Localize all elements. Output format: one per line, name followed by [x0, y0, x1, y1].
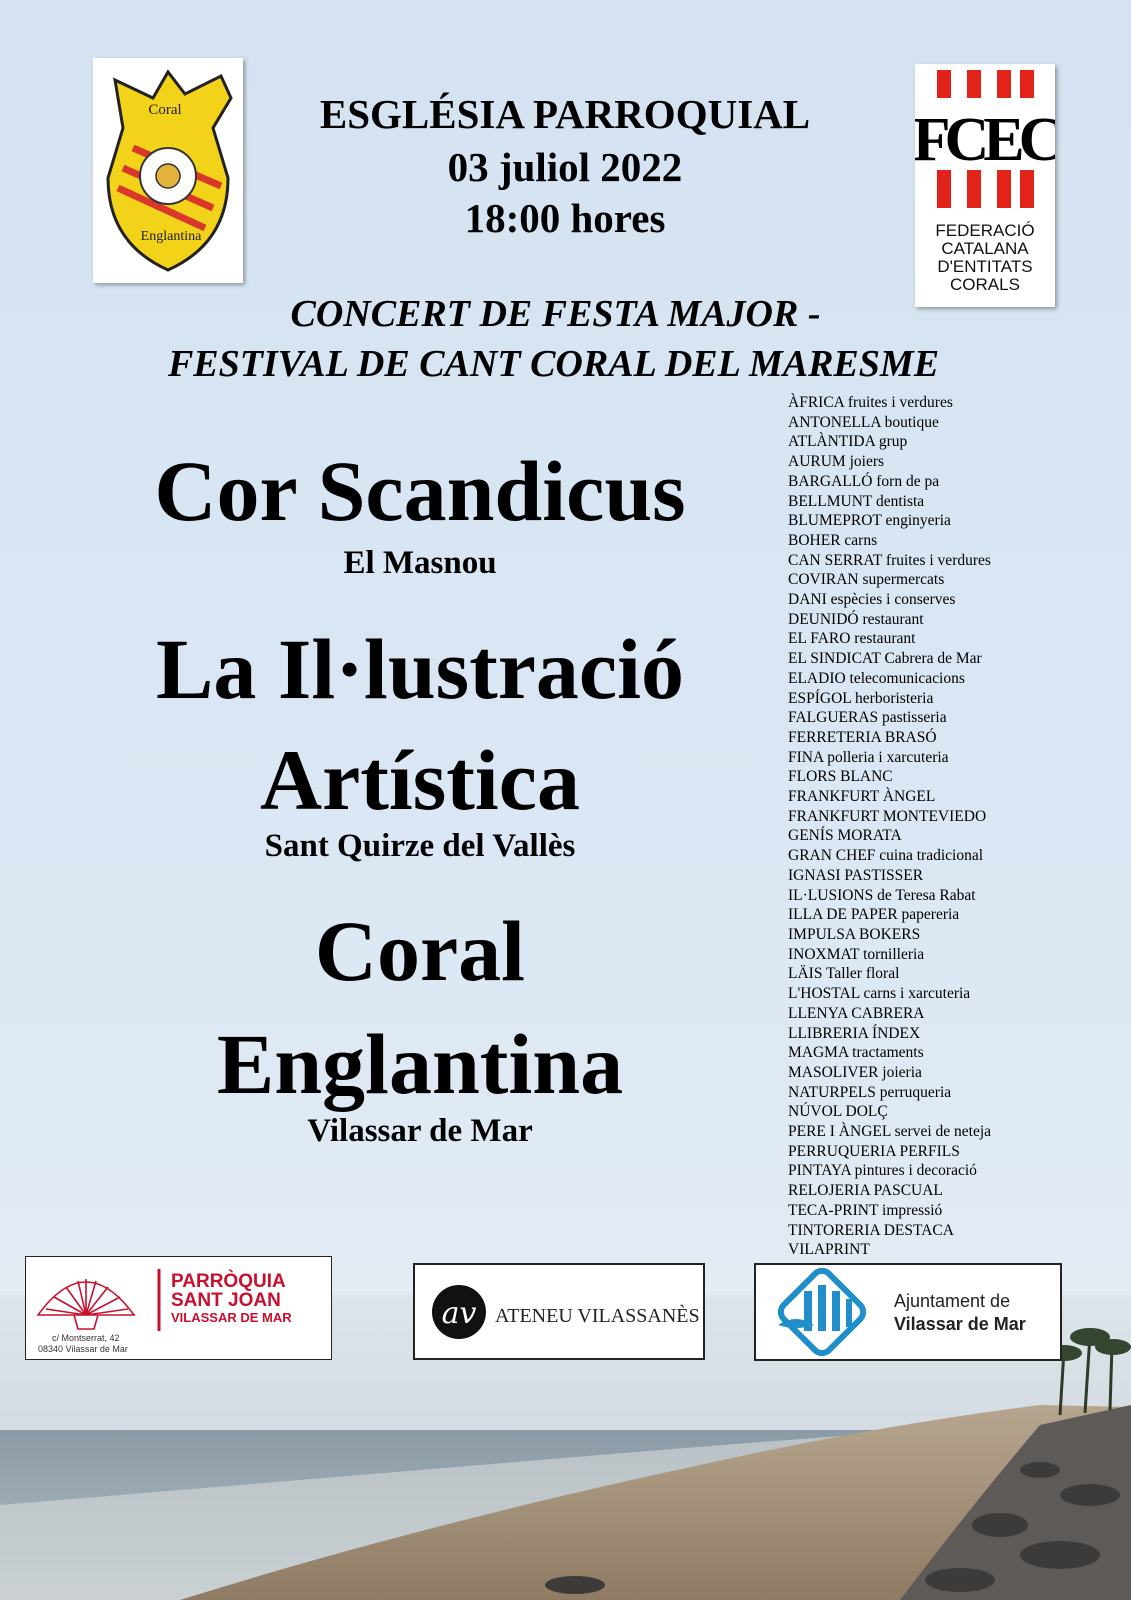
- sponsor-item: FRANKFURT MONTEVIEDO: [788, 807, 987, 825]
- sponsor-item: INOXMAT tornilleria: [788, 945, 925, 963]
- coral-englantina-logo: [93, 58, 243, 283]
- sponsor-item: FERRETERIA BRASÓ: [788, 728, 937, 746]
- sponsor-item: TECA-PRINT impressió: [788, 1201, 943, 1219]
- coral-logo-top-text: Coral: [148, 102, 182, 118]
- choir-2-name-line-2: Artística: [260, 732, 580, 828]
- sponsor-item: FALGUERAS pastisseria: [788, 709, 947, 727]
- sponsor-item: ILLA DE PAPER papereria: [788, 906, 960, 924]
- sponsor-item: CAN SERRAT fruites i verdures: [788, 551, 991, 569]
- sponsor-item: GENÍS MORATA: [788, 827, 902, 845]
- sponsor-item: RELOJERIA PASCUAL: [788, 1182, 943, 1200]
- sponsor-item: IGNASI PASTISSER: [788, 866, 924, 884]
- parroquia-address-1: c/ Montserrat, 42: [52, 1333, 120, 1343]
- ajuntament-line-1: Ajuntament de: [894, 1291, 1011, 1311]
- sponsor-item: PERE I ÀNGEL servei de neteja: [788, 1123, 992, 1141]
- sponsor-item: MAGMA tractaments: [788, 1044, 924, 1062]
- sponsor-item: FINA polleria i xarcuteria: [788, 748, 949, 766]
- sponsor-item: AURUM joiers: [788, 453, 885, 471]
- parroquia-address-2: 08340 Vilassar de Mar: [38, 1344, 128, 1354]
- sponsor-item: ÀFRICA fruites i verdures: [788, 394, 953, 411]
- sponsor-item: LÄIS Taller floral: [788, 965, 900, 983]
- parroquia-line-3: VILASSAR DE MAR: [171, 1310, 292, 1325]
- choir-1-name: Cor Scandicus: [154, 443, 686, 539]
- sponsor-item: ESPÍGOL herboristeria: [788, 689, 934, 707]
- sponsor-item: PINTAYA pintures i decoració: [788, 1162, 977, 1180]
- ateneu-mark: av: [441, 1296, 477, 1331]
- sponsor-item: LLENYA CABRERA: [788, 1004, 925, 1022]
- fcec-line-4: CORALS: [950, 275, 1020, 294]
- choir-3-name-line-1: Coral: [314, 903, 526, 999]
- sponsor-item: TINTORERIA DESTACA: [788, 1221, 954, 1239]
- choir-3-name-line-2: Englantina: [216, 1016, 624, 1112]
- fcec-line-2: CATALANA: [941, 239, 1029, 258]
- parroquia-line-1: PARRÒQUIA: [171, 1271, 286, 1292]
- sponsor-item: IMPULSA BOKERS: [788, 925, 921, 943]
- sponsor-item: L'HOSTAL carns i xarcuteria: [788, 985, 971, 1003]
- sponsor-item: MASOLIVER joieria: [788, 1063, 922, 1081]
- ateneu-name: ATENEU VILASSANÈS: [495, 1305, 700, 1327]
- sponsor-item: GRAN CHEF cuina tradicional: [788, 847, 984, 865]
- choir-2-town: Sant Quirze del Vallès: [264, 828, 576, 864]
- parroquia-line-2: SANT JOAN: [171, 1290, 281, 1311]
- sponsor-item: ANTONELLA boutique: [788, 413, 939, 431]
- fcec-mark: FCEC: [915, 106, 1055, 174]
- sponsor-item: VILAPRINT: [788, 1241, 870, 1259]
- sponsor-list: [788, 393, 1088, 1260]
- sponsor-item: FLORS BLANC: [788, 768, 893, 786]
- sponsor-item: COVIRAN supermercats: [788, 571, 945, 589]
- sponsor-item: IL·LUSIONS de Teresa Rabat: [788, 886, 976, 904]
- fcec-line-3: D'ENTITATS: [937, 257, 1033, 276]
- sponsor-item: BARGALLÓ forn de pa: [788, 472, 940, 490]
- sponsor-item: EL SINDICAT Cabrera de Mar: [788, 650, 982, 668]
- sponsor-item: BELLMUNT dentista: [788, 492, 925, 510]
- time-heading: 18:00 hores: [464, 195, 666, 241]
- choir-1-town: El Masnou: [343, 545, 497, 581]
- fcec-line-1: FEDERACIÓ: [935, 221, 1035, 240]
- sponsor-item: EL FARO restaurant: [788, 630, 916, 648]
- sponsor-item: BOHER carns: [788, 531, 878, 549]
- sponsor-item: DEUNIDÓ restaurant: [788, 610, 924, 628]
- ajuntament-vilassar-logo: [754, 1263, 1062, 1361]
- sponsor-item: NATURPELS perruqueria: [788, 1083, 952, 1101]
- sponsor-item: NÚVOL DOLÇ: [788, 1103, 888, 1121]
- coral-logo-bottom-text: Englantina: [140, 229, 202, 244]
- ateneu-vilassanes-logo: [413, 1263, 705, 1360]
- sponsor-item: ATLÀNTIDA grup: [788, 433, 908, 451]
- fcec-logo: [915, 64, 1055, 307]
- sponsor-item: DANI espècies i conserves: [788, 591, 956, 609]
- sponsor-item: LLIBRERIA ÍNDEX: [788, 1024, 921, 1042]
- choir-2-name-line-1: La Il·lustració: [156, 621, 684, 717]
- choir-3-town: Vilassar de Mar: [307, 1113, 533, 1149]
- concert-subtitle-line-2: FESTIVAL DE CANT CORAL DEL MARESME: [167, 343, 940, 385]
- sponsor-item: FRANKFURT ÀNGEL: [788, 788, 936, 806]
- sponsor-item: PERRUQUERIA PERFILS: [788, 1142, 960, 1160]
- ajuntament-line-2: Vilassar de Mar: [894, 1314, 1026, 1334]
- parroquia-sant-joan-logo: [25, 1256, 332, 1360]
- sponsor-item: BLUMEPROT enginyeria: [788, 512, 951, 530]
- concert-subtitle-line-1: CONCERT DE FESTA MAJOR -: [290, 293, 821, 335]
- venue-heading: ESGLÉSIA PARROQUIAL: [319, 91, 811, 137]
- sponsor-item: ELADIO telecomunicacions: [788, 669, 965, 687]
- date-heading: 03 juliol 2022: [447, 144, 683, 190]
